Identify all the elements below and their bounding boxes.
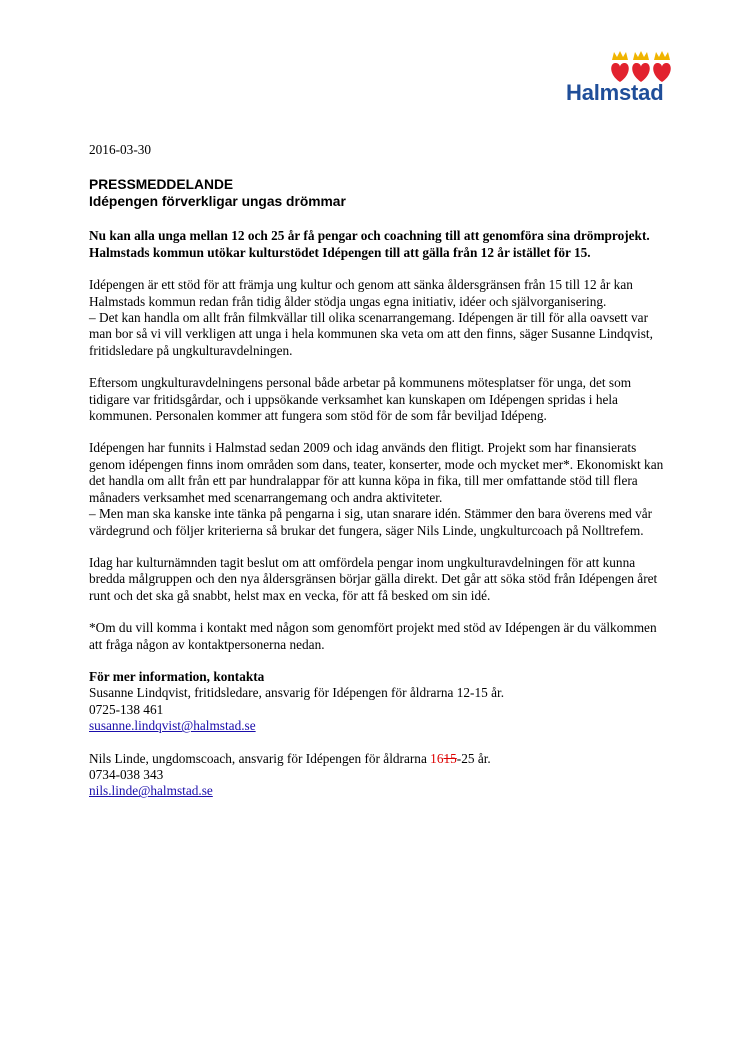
date: 2016-03-30 (89, 142, 152, 157)
paragraph-text: Idépengen är ett stöd för att främja ung kultur och genom att sänka åldersgränsen från 15 till 12 år kan Halmstads kommun redan från tidig ålder stödja ungas egna initiativ, idéer och självorganisering. (89, 277, 633, 309)
lead-paragraph: Nu kan alla unga mellan 12 och 25 år få pengar och coachning till att genomföra sina drömprojekt. Halmstads kommun utökar kulturstödet Idépengen till att gälla från 12 år istället för 15. (89, 228, 650, 260)
crowns-hearts-icon (566, 50, 678, 84)
paragraph-4: Idag har kulturnämnden tagit beslut om att omfördela pengar inom ungkulturavdelningen för att kunna bredda målgruppen och den nya åldersgränsen börjar gälla direkt. Det går att söka stöd från Idépengen året runt och det ska gå snabbt, helst max en vecka, för att få besked om sin idé. (89, 554, 658, 603)
contact-1-description: Susanne Lindqvist, fritidsledare, ansvarig för Idépengen för åldrarna 12-15 år. (89, 685, 505, 701)
contact-section (89, 669, 669, 800)
age-new: 16 (430, 750, 444, 766)
contact-2-desc-suffix: -25 år. (456, 750, 491, 766)
paragraph-2: Eftersom ungkulturavdelningens personal både arbetar på kommunens mötesplatser för unga, det som tidigare var fritidsgårdar, och i uppsökande verksamhet kan kunskapen om Idépengen spridas i hela kommunen. Personalen kommer att fungera som stöd för de som får beviljad Idépeng. (89, 375, 632, 424)
page-title: Idépengen förverkligar ungas drömmar (89, 194, 346, 210)
contact-2-email-link[interactable]: nils.linde@halmstad.se (89, 783, 213, 799)
halmstad-logo (566, 50, 678, 106)
paragraph-text: Idépengen har funnits i Halmstad sedan 2009 och idag används den flitigt. Projekt som har finansierats genom idépengen finns inom områden som dans, teater, konserter, mode och mycket mer*. Ekonomiskt kan det handla om allt från ett par hundralappar för att kunna köpa in fika, till mer omfattande stöd till flera månaders verksamhet med scenarrangemang och andra aktiviteter. (89, 440, 664, 505)
document-label: PRESSMEDDELANDE (89, 177, 234, 193)
footnote: *Om du vill komma i kontakt med någon som genomfört projekt med stöd av Idépengen är du välkommen att fråga någon av kontaktpersonerna nedan. (89, 620, 657, 652)
contact-1-email-link[interactable]: susanne.lindqvist@halmstad.se (89, 718, 256, 734)
quote-text: – Det kan handla om allt från filmkvällar till olika scenarrangemang. Idépengen är till för alla oavsett var man bor så vi vill verkligen att unga i hela kommunen ska veta om att den finns, säger Susanne Lindqvist, fritidsledare på ungkulturavdelningen. (89, 310, 653, 358)
paragraph-3 (89, 440, 669, 538)
contact-2-description (89, 751, 669, 767)
contact-heading: För mer information, kontakta (89, 668, 265, 684)
contact-2-desc-prefix: Nils Linde, ungdomscoach, ansvarig för Idépengen för åldrarna (89, 750, 431, 766)
quote-text: – Men man ska kanske inte tänka på pengarna i sig, utan snarare idén. Stämmer den bara överens med vår värdegrund och följer kriterierna så brukar det fungera, säger Nils Linde, ungkulturcoach på Nolltrefem. (89, 506, 653, 538)
press-release (89, 142, 669, 800)
logo-text: Halmstad (566, 80, 664, 105)
paragraph-1 (89, 277, 669, 359)
age-old-struck: 15 (443, 750, 457, 766)
contact-1-phone: 0725-138 461 (89, 701, 164, 717)
contact-2-phone: 0734-038 343 (89, 766, 164, 782)
